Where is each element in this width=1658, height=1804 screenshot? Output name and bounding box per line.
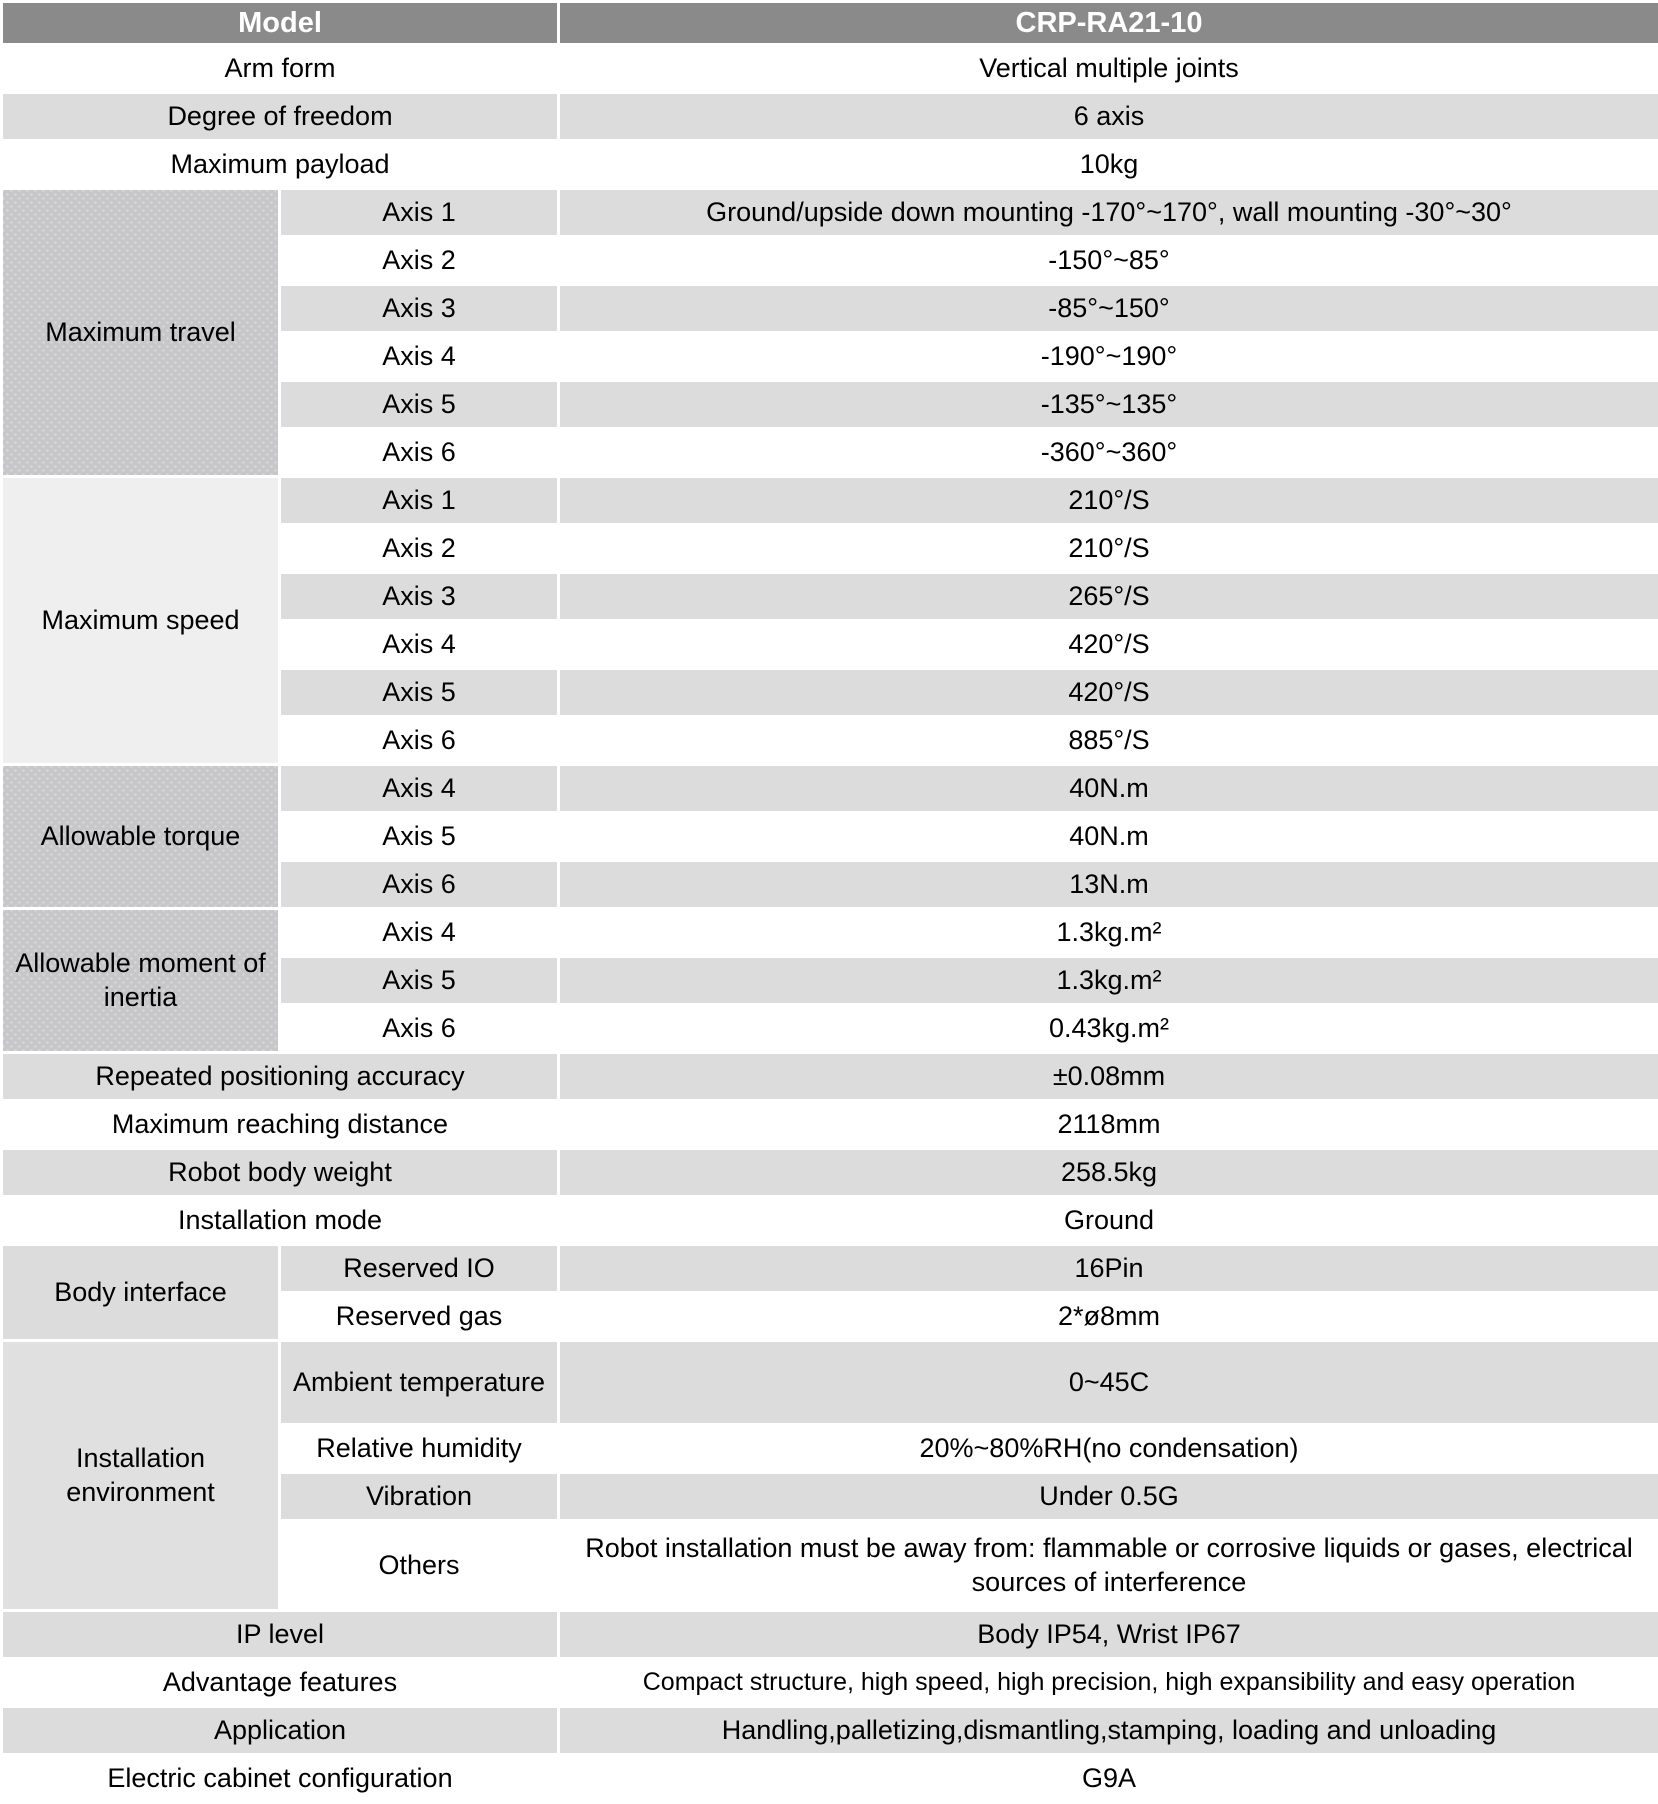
arm-form-label: Arm form [2,45,559,93]
group-body-interface: Body interface [2,1245,280,1341]
inertia-axis-5-label: Axis 5 [280,957,559,1005]
relative-humidity-label: Relative humidity [280,1425,559,1473]
application-label: Application [2,1707,559,1755]
degree-of-freedom-label: Degree of freedom [2,93,559,141]
travel-axis-6-value: -360°~360° [559,429,1658,477]
table-row [2,765,1658,813]
torque-axis-6-label: Axis 6 [280,861,559,909]
speed-axis-3-label: Axis 3 [280,573,559,621]
table-row [2,477,1658,525]
travel-axis-6-label: Axis 6 [280,429,559,477]
vibration-value: Under 0.5G [559,1473,1658,1521]
arm-form-value: Vertical multiple joints [559,45,1658,93]
speed-axis-2-value: 210°/S [559,525,1658,573]
travel-axis-1-label: Axis 1 [280,189,559,237]
reserved-io-value: 16Pin [559,1245,1658,1293]
table-row [2,45,1658,93]
ambient-temperature-value: 0~45C [559,1341,1658,1425]
table-row [2,909,1658,957]
torque-axis-6-value: 13N.m [559,861,1658,909]
travel-axis-5-label: Axis 5 [280,381,559,429]
speed-axis-5-label: Axis 5 [280,669,559,717]
header-row [2,2,1658,45]
others-value: Robot installation must be away from: flammable or corrosive liquids or gases, electrical sources of interference [559,1521,1658,1611]
group-installation-environment: Installation environment [2,1341,280,1611]
reserved-gas-value: 2*ø8mm [559,1293,1658,1341]
others-label: Others [280,1521,559,1611]
travel-axis-4-label: Axis 4 [280,333,559,381]
speed-axis-6-label: Axis 6 [280,717,559,765]
travel-axis-3-label: Axis 3 [280,285,559,333]
installation-mode-value: Ground [559,1197,1658,1245]
ip-level-value: Body IP54, Wrist IP67 [559,1611,1658,1659]
electric-cabinet-configuration-label: Electric cabinet configuration [2,1755,559,1803]
robot-body-weight-label: Robot body weight [2,1149,559,1197]
table-row [2,1341,1658,1425]
robot-body-weight-value: 258.5kg [559,1149,1658,1197]
table-row [2,1245,1658,1293]
maximum-reaching-distance-value: 2118mm [559,1101,1658,1149]
table-row [2,93,1658,141]
speed-axis-4-value: 420°/S [559,621,1658,669]
inertia-axis-6-value: 0.43kg.m² [559,1005,1658,1053]
repeated-positioning-accuracy-value: ±0.08mm [559,1053,1658,1101]
travel-axis-4-value: -190°~190° [559,333,1658,381]
torque-axis-5-label: Axis 5 [280,813,559,861]
travel-axis-2-value: -150°~85° [559,237,1658,285]
ambient-temperature-label: Ambient temperature [280,1341,559,1425]
travel-axis-2-label: Axis 2 [280,237,559,285]
speed-axis-4-label: Axis 4 [280,621,559,669]
group-allowable-moment-of-inertia: Allowable moment of inertia [2,909,280,1053]
speed-axis-3-value: 265°/S [559,573,1658,621]
reserved-gas-label: Reserved gas [280,1293,559,1341]
table-row [2,1149,1658,1197]
electric-cabinet-configuration-value: G9A [559,1755,1658,1803]
maximum-payload-label: Maximum payload [2,141,559,189]
installation-mode-label: Installation mode [2,1197,559,1245]
inertia-axis-4-value: 1.3kg.m² [559,909,1658,957]
maximum-payload-value: 10kg [559,141,1658,189]
travel-axis-5-value: -135°~135° [559,381,1658,429]
group-allowable-torque: Allowable torque [2,765,280,909]
table-row [2,1101,1658,1149]
table-row [2,141,1658,189]
table-row [2,1707,1658,1755]
ip-level-label: IP level [2,1611,559,1659]
travel-axis-1-value: Ground/upside down mounting -170°~170°, wall mounting -30°~30° [559,189,1658,237]
group-maximum-speed: Maximum speed [2,477,280,765]
inertia-axis-4-label: Axis 4 [280,909,559,957]
torque-axis-4-label: Axis 4 [280,765,559,813]
vibration-label: Vibration [280,1473,559,1521]
degree-of-freedom-value: 6 axis [559,93,1658,141]
inertia-axis-6-label: Axis 6 [280,1005,559,1053]
table-row [2,1659,1658,1707]
advantage-features-label: Advantage features [2,1659,559,1707]
advantage-features-value: Compact structure, high speed, high precision, high expansibility and easy operation [559,1659,1658,1707]
travel-axis-3-value: -85°~150° [559,285,1658,333]
repeated-positioning-accuracy-label: Repeated positioning accuracy [2,1053,559,1101]
torque-axis-5-value: 40N.m [559,813,1658,861]
group-maximum-travel: Maximum travel [2,189,280,477]
reserved-io-label: Reserved IO [280,1245,559,1293]
table-row [2,1755,1658,1803]
speed-axis-5-value: 420°/S [559,669,1658,717]
speed-axis-1-value: 210°/S [559,477,1658,525]
table-row [2,1611,1658,1659]
inertia-axis-5-value: 1.3kg.m² [559,957,1658,1005]
header-model-value: CRP-RA21-10 [559,2,1658,45]
table-row [2,1053,1658,1101]
table-row [2,1197,1658,1245]
speed-axis-2-label: Axis 2 [280,525,559,573]
table-row [2,189,1658,237]
application-value: Handling,palletizing,dismantling,stamping, loading and unloading [559,1707,1658,1755]
torque-axis-4-value: 40N.m [559,765,1658,813]
header-model-label: Model [2,2,559,45]
speed-axis-6-value: 885°/S [559,717,1658,765]
relative-humidity-value: 20%~80%RH(no condensation) [559,1425,1658,1473]
speed-axis-1-label: Axis 1 [280,477,559,525]
maximum-reaching-distance-label: Maximum reaching distance [2,1101,559,1149]
